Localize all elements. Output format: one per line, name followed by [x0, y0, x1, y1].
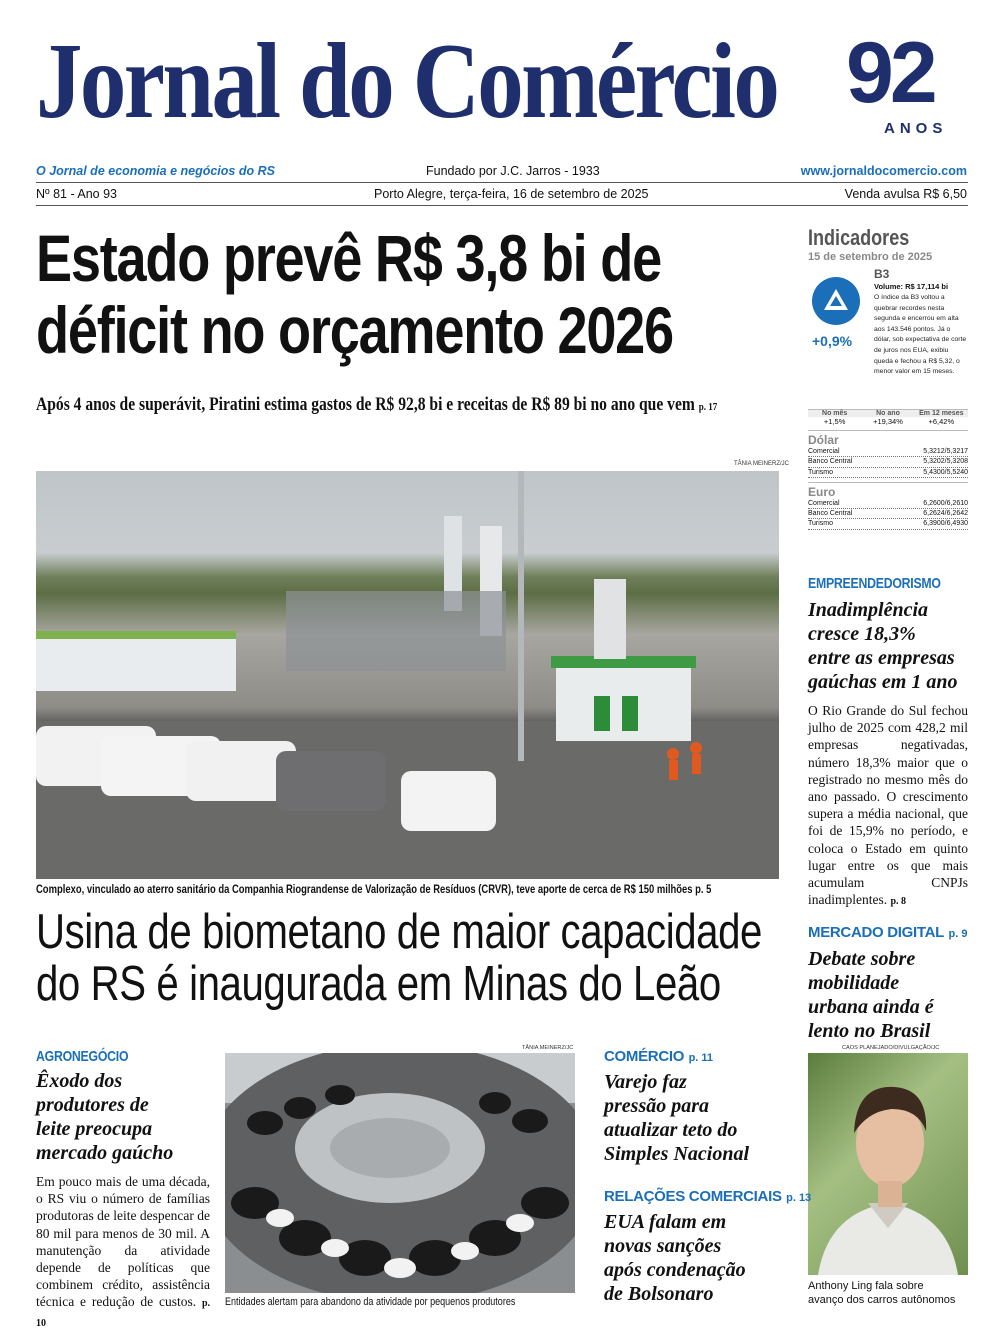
headline-line: Varejo faz — [604, 1071, 687, 1093]
anniversary-label: ANOS — [884, 120, 948, 137]
comercio-tag-line — [604, 1048, 794, 1066]
lead-deck-page: p. 17 — [698, 401, 718, 413]
lead-deck — [36, 394, 717, 416]
headline-line: gaúchas em 1 ano — [808, 671, 958, 693]
caption-line: avanço dos carros autônomos — [808, 1294, 956, 1306]
main-photo-credit: TÂNIA MEINERZ/JC — [734, 461, 790, 467]
dolar-row-name: Comercial — [808, 448, 840, 455]
indicators-box — [808, 226, 968, 548]
euro-block — [808, 482, 968, 530]
headline-line: atualizar teto do — [604, 1119, 738, 1141]
main-photo-caption-text: Complexo, vinculado ao aterro sanitário da Companhia Riograndense de Valorização de Resíduos (CRVR), teve aporte de cerca de R$ 150 milhões — [36, 884, 693, 896]
dolar-row-value: 5,3202/5,3208 — [923, 458, 968, 466]
anthony-ling-caption — [808, 1279, 955, 1307]
empreendedorismo-story[interactable] — [808, 575, 968, 910]
period-12m — [915, 410, 968, 426]
dolar-block — [808, 430, 968, 478]
comercio-headline — [604, 1070, 794, 1166]
website-link[interactable]: www.jornaldocomercio.com — [800, 164, 967, 178]
agronegocio-tag: AGRONEGÓCIO — [36, 1048, 129, 1065]
mercado-digital-tag-line — [808, 924, 968, 942]
second-headline-line1: Usina de biometano de maior capacidade — [36, 905, 762, 959]
headline-line: EUA falam em — [604, 1211, 727, 1233]
headline-line: lento no Brasil — [808, 1020, 931, 1042]
price: Venda avulsa R$ 6,50 — [844, 187, 967, 201]
tagline: O Jornal de economia e negócios do RS — [36, 164, 275, 178]
main-photo-caption-page: p. 5 — [695, 884, 712, 896]
mercado-digital-headline — [808, 947, 968, 1043]
dolar-row-name: Turismo — [808, 468, 834, 476]
headline-line: mobilidade — [808, 972, 900, 994]
headline-line: entre as empresas — [808, 647, 955, 669]
headline-line: cresce 18,3% — [808, 623, 916, 645]
mercado-digital-page: p. 9 — [948, 928, 968, 940]
cow-photo — [225, 1053, 575, 1293]
relacoes-tag-line — [604, 1188, 812, 1206]
euro-row-value: 6,3900/6,4930 — [923, 520, 968, 528]
euro-title: Euro — [808, 484, 836, 499]
period-12m-value: +6,42% — [928, 417, 955, 426]
second-headline-line2: do RS é inaugurada em Minas do Leão — [36, 957, 721, 1011]
b3-volume: Volume: R$ 17,114 bi — [874, 282, 949, 291]
agronegocio-body — [36, 1173, 210, 1332]
dolar-row — [808, 468, 968, 478]
dolar-title: Dólar — [808, 433, 839, 447]
relacoes-page: p. 13 — [786, 1192, 812, 1204]
agronegocio-body-text: Em pouco mais de uma década, o RS viu o número de famílias produtoras de leite despencar de 80 mil para menos de 30 mil. A manutenção da atividade depende de políticas que combinem crédito, assistência técnica e redução de custos. — [36, 1174, 210, 1310]
period-year-value: +19,34% — [873, 417, 903, 426]
headline-line: urbana ainda é — [808, 996, 934, 1018]
euro-row — [808, 499, 968, 509]
headline-line: após condenação — [604, 1259, 746, 1281]
period-year — [861, 410, 914, 426]
lead-headline-line1: Estado prevê R$ 3,8 bi de — [36, 221, 661, 295]
b3-text: O índice da B3 voltou a quebrar recordes nesta segunda e encerrou em alta aos 143.546 pontos. Já o dólar, sob expectativa de corte de juros nos EUA, exibiu queda e fechou a R$ 5,32, o menor valor em 15 meses. — [874, 294, 967, 376]
dolar-row-value: 5,3212/5,3217 — [923, 448, 968, 455]
lead-headline-line2: déficit no orçamento 2026 — [36, 293, 673, 367]
caption-line: Anthony Ling fala sobre — [808, 1280, 924, 1292]
indicators-date: 15 de setembro de 2025 — [808, 251, 933, 263]
dateline: Porto Alegre, terça-feira, 16 de setembro de 2025 — [374, 187, 649, 201]
lead-headline[interactable] — [36, 222, 673, 366]
empreendedorismo-page: p. 8 — [890, 896, 907, 908]
mercado-digital-photo-credit: CAOS PLANEJADO/DIVULGAÇÃO/JC — [842, 1045, 940, 1051]
cow-photo-credit: TÂNIA MEINERZ/JC — [522, 1045, 574, 1051]
b3-label: B3 — [874, 267, 890, 281]
second-headline[interactable] — [36, 906, 762, 1010]
dolar-row-name: Banco Central — [808, 458, 853, 466]
founded-line: Fundado por J.C. Jarros - 1933 — [426, 164, 600, 178]
main-photo-caption — [36, 884, 711, 896]
b3-periods — [808, 409, 968, 426]
agronegocio-page: p. 10 — [36, 1298, 210, 1329]
euro-row — [808, 509, 968, 519]
empreendedorismo-body-text: O Rio Grande do Sul fechou julho de 2025 com 428,2 mil empresas negativadas, número 18,3% maior que o registrado no mesmo mês do ano passado. O crescimento supera a média nacional, que foi de 15,9% no período, e coloca o Estado em quinto lugar entre os que mais acumulam CNPJs inadimplentes. — [808, 703, 968, 908]
period-month — [808, 410, 861, 426]
masthead-divider — [36, 182, 968, 183]
headline-line: leite preocupa — [36, 1118, 153, 1140]
euro-row — [808, 519, 968, 529]
headline-line: Êxodo dos — [36, 1070, 123, 1092]
up-arrow-icon — [812, 277, 860, 325]
relacoes-story[interactable] — [604, 1188, 812, 1306]
comercio-story[interactable] — [604, 1048, 794, 1166]
euro-row-name: Turismo — [808, 520, 834, 528]
euro-row-value: 6,2600/6,2610 — [923, 499, 968, 507]
relacoes-headline — [604, 1210, 794, 1306]
euro-row-name: Comercial — [808, 499, 840, 507]
dateline-divider — [36, 205, 968, 206]
masthead-title: Jornal do Comércio — [36, 22, 778, 141]
anniversary-number: 92 — [846, 25, 934, 121]
dolar-row — [808, 447, 968, 457]
agronegocio-headline — [36, 1069, 210, 1165]
anthony-ling-photo — [808, 1053, 968, 1275]
euro-row-name: Banco Central — [808, 510, 853, 518]
dolar-row-value: 5,4300/5,5240 — [923, 468, 968, 476]
headline-line: mercado gaúcho — [36, 1142, 174, 1164]
comercio-page: p. 11 — [688, 1052, 714, 1064]
headline-line: Simples Nacional — [604, 1143, 750, 1165]
period-12m-label: Em 12 meses — [915, 410, 968, 417]
empreendedorismo-tag: EMPREENDEDORISMO — [808, 575, 941, 592]
issue-number: Nº 81 - Ano 93 — [36, 187, 118, 201]
relacoes-tag: RELAÇÕES COMERCIAIS — [604, 1188, 782, 1205]
period-year-label: No ano — [861, 410, 914, 417]
dolar-row — [808, 457, 968, 467]
euro-row-value: 6,2624/6,2642 — [923, 510, 968, 518]
b3-change: +0,9% — [812, 333, 853, 349]
mercado-digital-story[interactable] — [808, 924, 968, 1043]
period-month-value: +1,5% — [823, 417, 846, 426]
headline-line: novas sanções — [604, 1235, 722, 1257]
headline-line: de Bolsonaro — [604, 1283, 714, 1305]
indicators-title: Indicadores — [808, 225, 910, 250]
b3-block — [808, 267, 968, 403]
agronegocio-story[interactable] — [36, 1048, 210, 1332]
headline-line: Inadimplência — [808, 599, 929, 621]
headline-line: produtores de — [36, 1094, 149, 1116]
headline-line: pressão para — [604, 1095, 710, 1117]
empreendedorismo-headline — [808, 598, 968, 694]
comercio-tag: COMÉRCIO — [604, 1048, 685, 1065]
lead-deck-text: Após 4 anos de superávit, Piratini estima gastos de R$ 92,8 bi e receitas de R$ 89 bi no ano que vem — [36, 394, 695, 415]
mercado-digital-tag: MERCADO DIGITAL — [808, 924, 945, 941]
headline-line: Debate sobre — [808, 948, 916, 970]
period-month-label: No mês — [808, 410, 861, 417]
cow-photo-caption: Entidades alertam para abandono da atividade por pequenos produtores — [225, 1296, 516, 1308]
empreendedorismo-body — [808, 702, 968, 910]
main-photo — [36, 471, 779, 879]
